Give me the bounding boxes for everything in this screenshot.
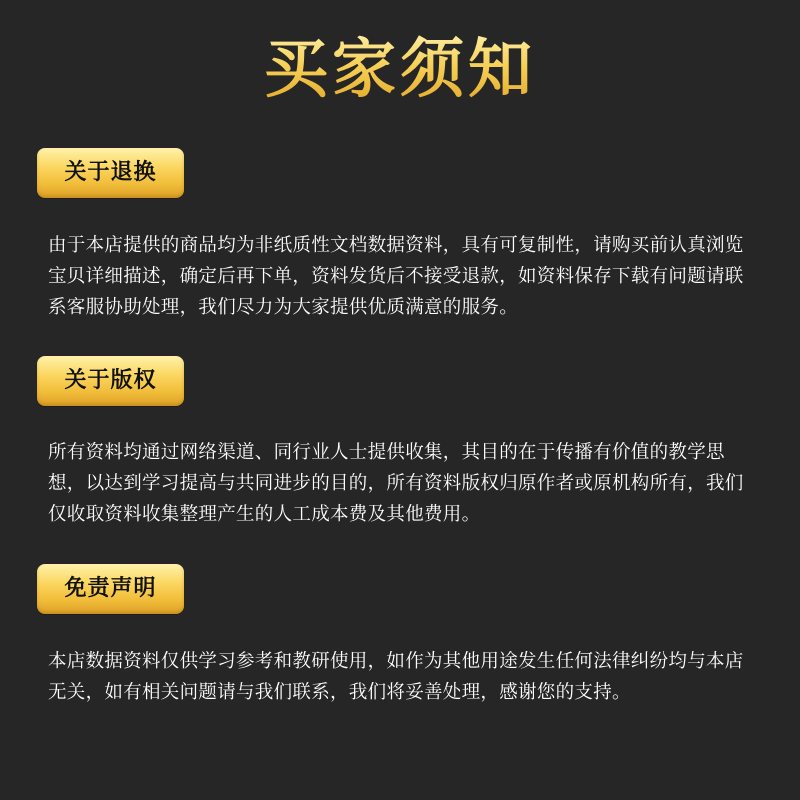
section-heading-returns: 关于退换 (37, 148, 184, 198)
section-heading-disclaimer: 免责声明 (37, 564, 184, 614)
section-heading-copyright: 关于版权 (37, 356, 184, 406)
section-body-disclaimer: 本店数据资料仅供学习参考和教研使用，如作为其他用途发生任何法律纠纷均与本店无关，如有相关问题请与我们联系，我们将妥善处理，感谢您的支持。 (48, 651, 744, 703)
page-title: 买家须知 (0, 30, 800, 110)
section-body-copyright: 所有资料均通过网络渠道、同行业人士提供收集，其目的在于传播有价值的教学思想，以达到学习提高与共同进步的目的，所有资料版权归原作者或原机构所有，我们仅收取资料收集整理产生的人工成本费及其他费用。 (48, 442, 744, 525)
section-body-returns: 由于本店提供的商品均为非纸质性文档数据资料，具有可复制性，请购买前认真浏览宝贝详细描述，确定后再下单，资料发货后不接受退款，如资料保存下载有问题请联系客服协助处理，我们尽力为大家提供优质满意的服务。 (48, 235, 744, 318)
